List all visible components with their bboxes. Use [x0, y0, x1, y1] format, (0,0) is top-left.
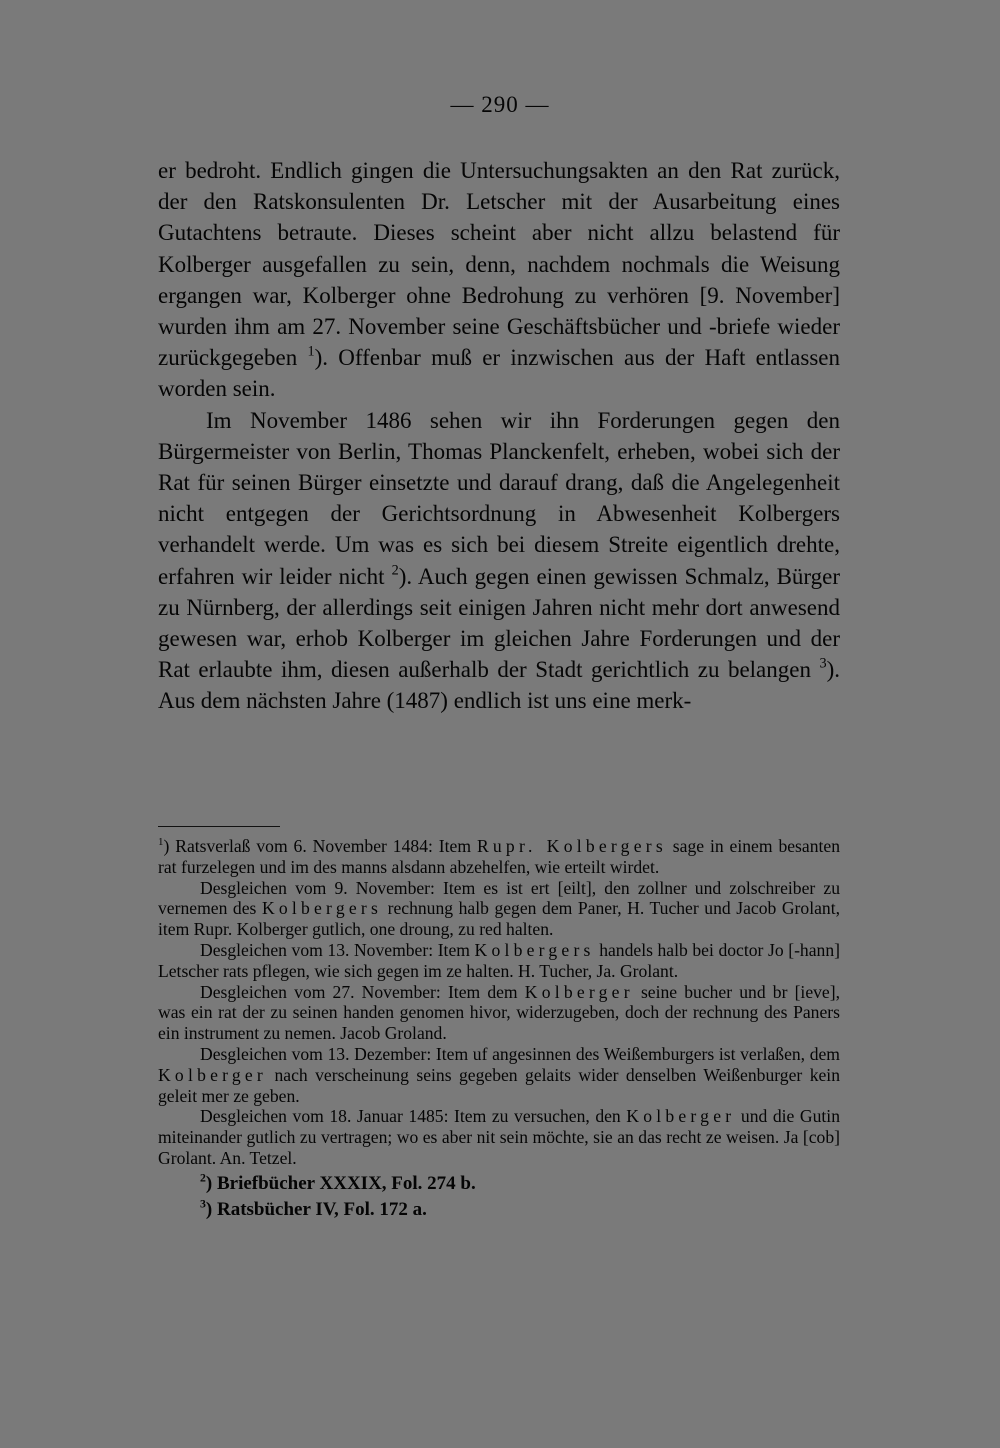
entry-6-text-a: Desgleichen vom 18. Januar 1485: Item zu versuchen, den: [200, 1106, 627, 1127]
paragraph-1-end: ). Offenbar muß er inzwischen aus der Haft entlassen worden sein.: [158, 345, 840, 402]
footnote-2: [158, 1171, 840, 1197]
footnote-1-entry-5: [158, 1044, 840, 1106]
footnote-ref-1: 1: [307, 343, 315, 360]
footnote-1: [158, 836, 840, 878]
footnote-1-text-b: sage in einem besanten rat furzelegen und im des manns alsdann abzehelfen, wie erteilt wirdet.: [158, 836, 840, 877]
entry-3-spaced-name: Kolbergers: [474, 939, 595, 960]
entry-5-spaced-name: Kolberger: [158, 1064, 268, 1085]
footnote-separator: [158, 826, 280, 827]
footnote-ref-2: 2: [391, 562, 399, 579]
footnote-ref-3: 3: [819, 655, 827, 672]
entry-6-spaced-name: Kolberger: [626, 1106, 736, 1127]
footnotes: [158, 836, 840, 1223]
paragraph-1-text: er bedroht. Endlich gingen die Untersuchungsakten an den Rat zurück, der den Ratskonsulenten Dr. Letscher mit der Ausarbeitung eines Gutachtens betraute. Dieses scheint aber nicht allzu belastend für Kolberger ausgefallen zu sein, denn, nachdem nochmals die Weisung ergangen war, Kolberger ohne Bedrohung zu verhören [9. November] wurden ihm am 27. November seine Geschäftsbücher und -briefe wieder zurückgegeben: [158, 158, 840, 371]
footnote-1-spaced-name: Rupr. Kolbergers: [476, 836, 667, 856]
entry-4-text-a: Desgleichen vom 27. November: Item dem: [200, 981, 525, 1002]
footnote-1-entry-4: [158, 982, 840, 1044]
entry-4-spaced-name: Kolberger: [524, 981, 634, 1002]
paragraph-2: [158, 405, 840, 717]
main-text: [158, 155, 840, 717]
entry-2-text-b: rechnung halb gegen dem Paner, H. Tucher und Jacob Grolant, item Rupr. Kolberger gutlich, one droung, zu red halten.: [158, 898, 840, 940]
entry-5-text-b: nach verscheinung seins gegeben gelaits wider denselben Weißenburger kein geleit mer ze geben.: [158, 1064, 840, 1106]
paragraph-2-text-b: ). Auch gegen einen gewissen Schmalz, Bürger zu Nürnberg, der allerdings seit einigen Jahren nicht mehr dort anwesend gewesen war, erhob Kolberger im gleichen Jahre Forderungen und der Rat erlaubte ihm, diesen außerhalb der Stadt gerichtlich zu belangen: [158, 563, 841, 683]
footnote-mark-3: 3: [200, 1197, 206, 1211]
footnote-3-text: ) Ratsbücher IV, Fol. 172 a.: [205, 1198, 427, 1220]
footnote-mark-2: 2: [200, 1171, 206, 1185]
footnote-2-text: ) Briefbücher XXXIX, Fol. 274 b.: [205, 1172, 476, 1194]
footnote-1-text-a: ) Ratsverlaß vom 6. November 1484: Item: [163, 836, 477, 856]
entry-2-spaced-name: Kolbergers: [261, 898, 383, 919]
footnote-mark-1: 1: [158, 835, 164, 848]
entry-4-text-b: seine bucher und br [ieve], was ein rat der zu seinen handen genomen hivor, widerzugeben, doch der rechnung des Paners ein instrument zu nemen. Jacob Groland.: [158, 981, 840, 1044]
paragraph-2-text-a: Im November 1486 sehen wir ihn Forderungen gegen den Bürgermeister von Berlin, Thomas Planckenfelt, erheben, wobei sich der Rat für seinen Bürger einsetzte und darauf drang, daß die Angelegenheit nicht entgegen der Gerichtsordnung in Abwesenheit Kolbergers verhandelt werde. Um was es sich bei diesem Streite eigentlich drehte, erfahren wir leider nicht: [158, 407, 840, 589]
footnote-1-entry-2: [158, 878, 840, 940]
entry-2-text-a: Desgleichen vom 9. November: Item es ist ert [eilt], den zollner und zolschreiber zu vernemen des: [158, 877, 840, 919]
entry-5-text-a: Desgleichen vom 13. Dezember: Item uf angesinnen des Weißemburgers ist verlaßen, dem: [200, 1043, 840, 1064]
paragraph-2-text-c: ). Aus dem nächsten Jahre (1487) endlich ist uns eine merk-: [158, 657, 841, 714]
paragraph-1: [158, 155, 840, 405]
footnote-1-entry-3: [158, 940, 840, 982]
page-number: — 290 —: [450, 92, 550, 117]
footnote-1-entry-6: [158, 1106, 840, 1168]
footnote-3: [158, 1197, 840, 1223]
entry-6-text-b: und die Gutin miteinander gutlich zu vertragen; wo es aber nit sein möchte, sie an das recht ze weisen. Ja [cob] Grolant. An. Tetzel.: [158, 1106, 840, 1168]
entry-3-text-a: Desgleichen vom 13. November: Item: [200, 939, 475, 960]
entry-3-text-b: handels halb bei doctor Jo [-hann] Letscher rats pflegen, wie sich gegen im ze halten. H. Tucher, Ja. Grolant.: [158, 939, 840, 981]
